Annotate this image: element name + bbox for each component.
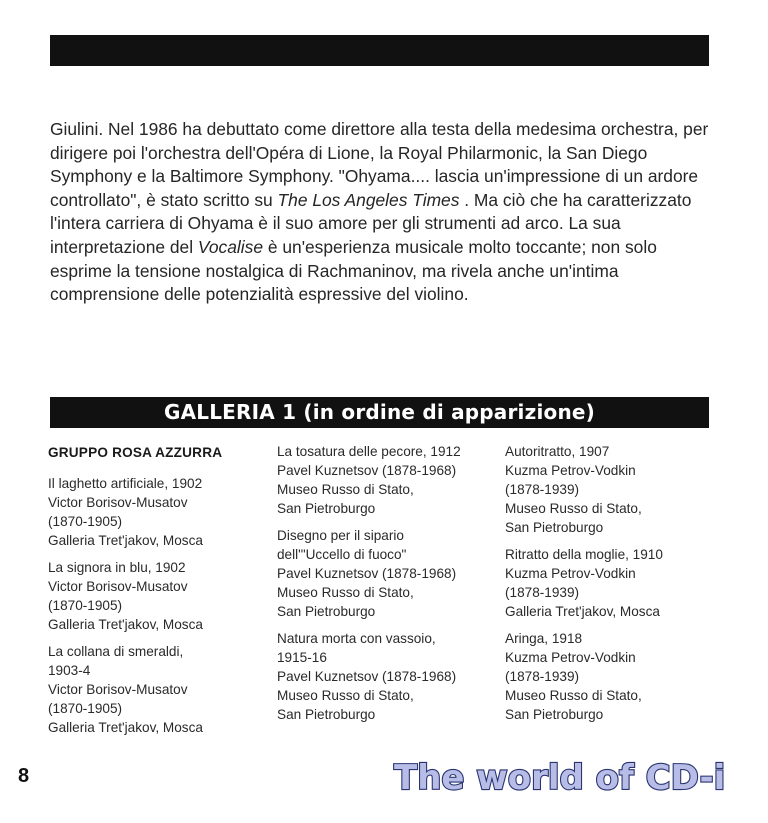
column-entries bbox=[505, 442, 715, 724]
artwork-entry bbox=[48, 558, 248, 634]
artwork-entry bbox=[505, 629, 715, 724]
artwork-entry bbox=[277, 442, 487, 518]
gallery-column-1 bbox=[48, 442, 248, 745]
artwork-detail: 1903-4 bbox=[48, 663, 91, 678]
artwork-title: Autoritratto, 1907 bbox=[505, 444, 610, 459]
brand-logo bbox=[392, 752, 752, 800]
artwork-detail: Museo Russo di Stato, bbox=[277, 585, 414, 600]
artwork-title: La signora in blu, 1902 bbox=[48, 560, 186, 575]
artwork-detail: San Pietroburgo bbox=[505, 707, 604, 722]
gallery-column-3 bbox=[505, 442, 715, 732]
artwork-detail: Museo Russo di Stato, bbox=[277, 688, 414, 703]
artwork-entry bbox=[505, 442, 715, 537]
brand-logo-text: The world of CD-i bbox=[394, 758, 726, 798]
artwork-detail: Pavel Kuznetsov (1878-1968) bbox=[277, 566, 457, 581]
artwork-title: Il laghetto artificiale, 1902 bbox=[48, 476, 203, 491]
page-number: 8 bbox=[18, 765, 30, 787]
artwork-title: Disegno per il sipario bbox=[277, 528, 404, 543]
artwork-detail: Kuzma Petrov-Vodkin bbox=[505, 463, 636, 478]
artwork-detail: Museo Russo di Stato, bbox=[505, 688, 642, 703]
artwork-detail: Galleria Tret'jakov, Mosca bbox=[48, 533, 203, 548]
column-entries bbox=[277, 442, 487, 724]
artwork-detail: Pavel Kuznetsov (1878-1968) bbox=[277, 669, 457, 684]
artwork-title: Natura morta con vassoio, bbox=[277, 631, 436, 646]
artwork-detail: Victor Borisov-Musatov bbox=[48, 579, 188, 594]
top-black-bar bbox=[50, 35, 709, 66]
artwork-entry bbox=[505, 545, 715, 621]
artwork-detail: 1915-16 bbox=[277, 650, 327, 665]
artwork-detail: Museo Russo di Stato, bbox=[505, 501, 642, 516]
gallery-column-2 bbox=[277, 442, 487, 732]
group-title: GRUPPO ROSA AZZURRA bbox=[48, 445, 223, 460]
artwork-detail: San Pietroburgo bbox=[277, 707, 376, 722]
intro-text-1: Giulini. Nel 1986 ha debuttato come direttore alla testa della medesima orchestra, per dirigere poi l'orchestra dell'Opéra di Lione, la Royal Philarmonic, la San Diego Symphony e la Baltimore Symphony. "Ohyama.... lascia un'impressione di un ardore controllato", è stato scritto su bbox=[50, 119, 709, 210]
artwork-detail: Victor Borisov-Musatov bbox=[48, 495, 188, 510]
artwork-detail: (1870-1905) bbox=[48, 598, 123, 613]
artwork-entry bbox=[48, 642, 248, 737]
artwork-detail: (1878-1939) bbox=[505, 482, 580, 497]
artwork-detail: San Pietroburgo bbox=[277, 501, 376, 516]
artwork-title: Aringa, 1918 bbox=[505, 631, 583, 646]
artwork-detail: San Pietroburgo bbox=[277, 604, 376, 619]
artwork-detail: (1878-1939) bbox=[505, 669, 580, 684]
artwork-detail: Pavel Kuznetsov (1878-1968) bbox=[277, 463, 457, 478]
artwork-detail: dell'"Uccello di fuoco" bbox=[277, 547, 407, 562]
artwork-detail: Kuzma Petrov-Vodkin bbox=[505, 650, 636, 665]
artwork-detail: Galleria Tret'jakov, Mosca bbox=[48, 617, 203, 632]
artwork-detail: Galleria Tret'jakov, Mosca bbox=[505, 604, 660, 619]
artwork-title: La collana di smeraldi, bbox=[48, 644, 184, 659]
column-entries bbox=[48, 474, 248, 737]
artwork-detail: (1870-1905) bbox=[48, 701, 123, 716]
intro-text-3: è un'esperienza musicale molto toccante; non solo esprime la tensione nostalgica di Rachmaninov, ma rivela anche un'intima comprensione delle potenzialità espressive del violino. bbox=[50, 236, 657, 305]
artwork-detail: (1878-1939) bbox=[505, 585, 580, 600]
intro-text-2: . Ma ciò che ha caratterizzato l'intera carriera di Ohyama è il suo amore per gli strumenti ad arco. La sua interpretazione del bbox=[50, 189, 692, 257]
intro-italic-vocalise: Vocalise bbox=[197, 236, 264, 257]
artwork-detail: Galleria Tret'jakov, Mosca bbox=[48, 720, 203, 735]
intro-italic-newspaper: The Los Angeles Times bbox=[277, 189, 460, 210]
artwork-entry bbox=[48, 474, 248, 550]
artwork-detail: Museo Russo di Stato, bbox=[277, 482, 414, 497]
artwork-title: Ritratto della moglie, 1910 bbox=[505, 547, 663, 562]
gallery-heading: GALLERIA 1 (in ordine di apparizione) bbox=[50, 397, 709, 428]
artwork-detail: Kuzma Petrov-Vodkin bbox=[505, 566, 636, 581]
artwork-detail: San Pietroburgo bbox=[505, 520, 604, 535]
artwork-entry bbox=[277, 629, 487, 724]
artwork-detail: (1870-1905) bbox=[48, 514, 123, 529]
artwork-detail: Victor Borisov-Musatov bbox=[48, 682, 188, 697]
artwork-title: La tosatura delle pecore, 1912 bbox=[277, 444, 461, 459]
intro-paragraph bbox=[50, 118, 720, 307]
artwork-entry bbox=[277, 526, 487, 621]
